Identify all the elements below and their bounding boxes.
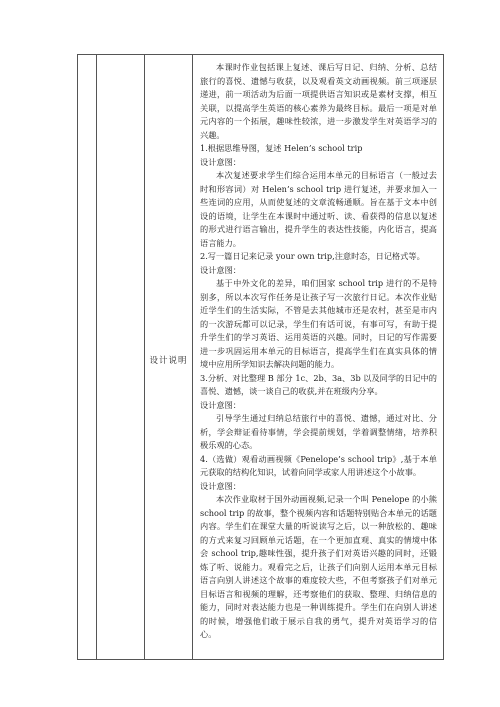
design-label-cell	[145, 55, 193, 660]
table-cell-empty-2	[97, 55, 145, 660]
task-1-intent: 本次复述要求学生们综合运用本单元的目标语言（一般过去时和形容词）对 Helen’s school trip 进行复述，并要求加入一些连词的应用，从而使复述的文章流畅通顺。旨在基于文本中创设的语境，让学生在本课时中通过听、读、看获得的信息以复述的形式进行语言输出，提升学生的表达性技能，内化语言，提高语言能力。	[200, 170, 437, 248]
paragraph-overview: 本课时作业包括课上复述、课后写日记、归纳、分析、总结旅行的喜悦、遗憾与收获，以及观看英文动画视频。前三项逐层递进，前一项活动为后面一项提供语言知识或是素材支撑，相互关联，以提高学生英语的核心素养为最终目标。最后一项是对单元内容的一个拓展，趣味性较浓，进一步激发学生对英语学习的兴趣。	[200, 62, 437, 140]
design-intent-label: 设计意图：	[200, 399, 241, 410]
task-3-heading: 3.分析、对比整理 B 部分 1c、2b、3a、3b 以及同学的日记中的喜悦、遗憾，谈一谈自己的收获,并在班级内分享。	[200, 372, 437, 396]
design-label: 设计说明	[149, 355, 188, 366]
design-intent-label: 设计意图：	[200, 480, 241, 491]
design-intent-label: 设计意图：	[200, 156, 241, 167]
table-row	[78, 55, 444, 660]
task-2-heading: 2.写一篇日记来记录 your own trip,注意时态，日记格式等。	[200, 251, 425, 261]
task-4-heading: 4.（选做）观看动画视频《Penelope’s school trip》,基于本单元获取的结构化知识，试着向同学或家人用讲述这个小故事。	[200, 453, 437, 477]
design-content	[193, 55, 443, 642]
task-4-intent: 本次作业取材于国外动画视频,记录一个叫 Penelope 的小熊 school trip 的故事，整个视频内容和话题特别贴合本单元的话题内容。学生们在课堂大量的听说读写之后，以一种放松的、趣味的方式来复习回顾单元话题，在一个更加直观、真实的情境中体会 school trip,趣味性强，提升孩子们对英语兴趣的同时，还锻炼了听、说能力。观看完之后，让孩子们向别人运用本单元目标语言向别人讲述这个故事的难度较大些，不但考察孩子们对单元目标语言和视频的理解，还考察他们的获取、整理、归纳信息的能力，同时对表达能力也是一种训练提升。学生们在向别人讲述的时候，增强他们敢于展示自我的勇气，提升对英语学习的信心。	[200, 494, 437, 639]
task-2-intent: 基于中外文化的差异，咱们国家 school trip 进行的不是特别多，所以本次写作任务是让孩子写一次旅行日记。本次作业贴近学生们的生活实际，不管是去其他城市还是农村，甚至是市内的一次游玩都可以记录，学生们有话可说，有事可写，有助于提升学生们的学习英语、运用英语的兴趣。同时，日记的写作需要进一步巩固运用本单元的目标语言，提高学生们在真实具体的情境中应用所学知识去解决问题的能力。	[200, 278, 437, 369]
task-3-intent: 引导学生通过归纳总结旅行中的喜悦、遗憾，通过对比、分析，学会辩证看待事情，学会提前规划，学着调整情绪，培养积极乐观的心态。	[200, 413, 437, 450]
table-cell-empty-1	[78, 55, 97, 660]
lesson-design-table	[77, 54, 444, 660]
design-intent-label: 设计意图：	[200, 264, 241, 275]
task-1-heading: 1.根据思维导图，复述 Helen’s school trip	[200, 143, 363, 153]
design-content-cell	[193, 55, 444, 660]
